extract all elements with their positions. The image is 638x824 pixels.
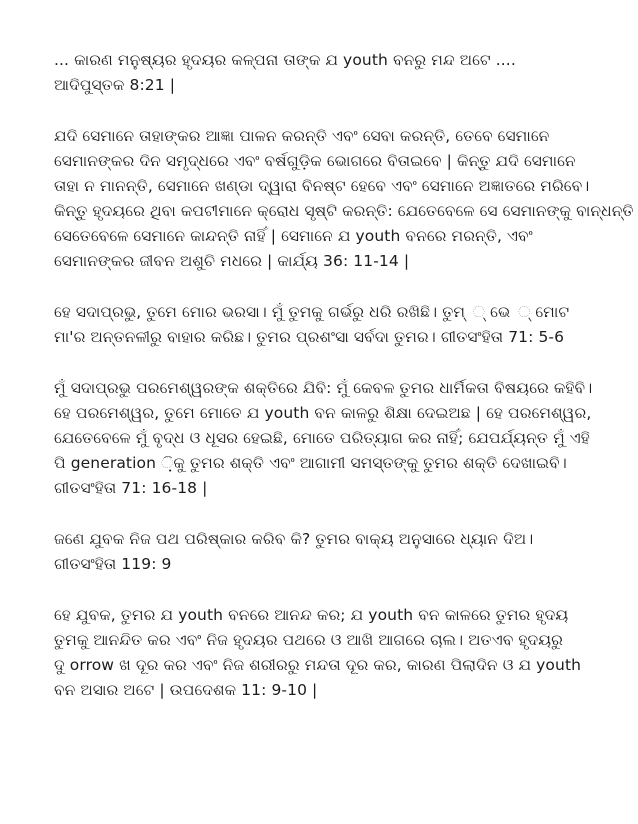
text-line: ମା'ର ଅନ୍ତନଳୀରୁ ବାହାର କରିଛ। ତୁମର ପ୍ରଶଂସା ସର୍ବଦା ତୁମର। ଗୀତସଂହିତା 71: 5-6 bbox=[54, 328, 565, 346]
paragraph-psalm-71-16 bbox=[54, 376, 606, 501]
text-line: ଜଣେ ଯୁବକ ନିଜ ପଥ ପରିଷ୍କାର କରିବ କି? ତୁମର ବାକ୍ୟ ଅନୁସାରେ ଧ୍ୟାନ ଦିଅ। bbox=[54, 530, 534, 548]
text-line: ଗୀତସଂହିତା 119: 9 bbox=[54, 555, 172, 573]
text-line: ଗୀତସଂହିତା 71: 16-18 | bbox=[54, 479, 208, 497]
text-line: ଦୁ orrow ଖ ଦୂର କର ଏବଂ ନିଜ ଶରୀରରୁ ମନ୍ଦତା ଦୂର କର, କାରଣ ପିଲାଦିନ ଓ ଯ youth bbox=[54, 656, 582, 674]
text-line: ତୁମକୁ ଆନନ୍ଦିତ କର ଏବଂ ନିଜ ହୃଦୟର ପଥରେ ଓ ଆଖି ଆଗରେ ଚାଲ। ଅତଏବ ହୃଦୟରୁ bbox=[54, 631, 564, 649]
text-line: ହେ ସଦାପ୍ରଭୁ, ତୁମେ ମୋର ଭରସା। ମୁଁ ତୁମକୁ ଗର୍ଭରୁ ଧରି ରଖିଛି। ତୁମ୍ ୍ ଭେ ୍ ମୋଟ bbox=[54, 303, 570, 321]
paragraph-ecclesiastes bbox=[54, 603, 606, 703]
text-line: ତାହା ନ ମାନନ୍ତି, ସେମାନେ ଖଣ୍ଡା ଦ୍ୱାରା ବିନଷ୍ଟ ହେବେ ଏବଂ ସେମାନେ ଅଜ୍ଞାତରେ ମରିବେ। bbox=[54, 177, 590, 195]
paragraph-job bbox=[54, 124, 634, 274]
text-line: କିନ୍ତୁ ହୃଦୟରେ ଥିବା କପଟୀମାନେ କ୍ରୋଧ ସୃଷ୍ଟି କରନ୍ତି: ଯେତେବେଳେ ସେ ସେମାନଙ୍କୁ ବାନ୍ଧନ୍ତି bbox=[54, 202, 634, 220]
text-line: ସେତେବେଳେ ସେମାନେ କାନ୍ଦନ୍ତି ନାହିଁ | ସେମାନେ ଯ youth ବନରେ ମରନ୍ତି, ଏବଂ bbox=[54, 227, 533, 245]
text-line: ଆଦିପୁସ୍ତକ 8:21 | bbox=[54, 76, 176, 94]
text-line: ବନ ଅସାର ଅଟେ | ଉପଦେଶକ 11: 9-10 | bbox=[54, 681, 318, 699]
paragraph-genesis bbox=[54, 48, 606, 98]
text-line: ମୁଁ ସଦାପ୍ରଭୁ ପରମେଶ୍ୱରଙ୍କ ଶକ୍ତିରେ ଯିବି: ମୁଁ କେବଳ ତୁମର ଧାର୍ମିକତା ବିଷୟରେ କହିବି। bbox=[54, 379, 593, 397]
text-line: ହେ ପରମେଶ୍ୱର, ତୁମେ ମୋତେ ଯ youth ବନ କାଳରୁ ଶିକ୍ଷା ଦେଇଅଛ | ହେ ପରମେଶ୍ୱର, bbox=[54, 404, 592, 422]
paragraph-psalm-119 bbox=[54, 527, 606, 577]
text-line: ସେମାନଙ୍କର ଜୀବନ ଅଶୁଚି ମଧରେ | କାର୍ଯ୍ୟ 36: 11-14 | bbox=[54, 252, 410, 270]
text-line: ଯେତେବେଳେ ମୁଁ ବୃଦ୍ଧ ଓ ଧୂସର ହେଇଛି, ମୋତେ ପରିତ୍ୟାଗ କର ନାହିଁ; ଯେପର୍ଯ୍ୟନ୍ତ ମୁଁ ଏହି bbox=[54, 429, 590, 447]
text-line: ଯଦି ସେମାନେ ତାହାଙ୍କର ଆଜ୍ଞା ପାଳନ କରନ୍ତି ଏବଂ ସେବା କରନ୍ତି, ତେବେ ସେମାନେ bbox=[54, 127, 550, 145]
text-line: ହେ ଯୁବକ, ତୁମର ଯ youth ବନରେ ଆନନ୍ଦ କର; ଯ youth ବନ କାଳରେ ତୁମର ହୃଦୟ bbox=[54, 606, 569, 624]
document-body bbox=[54, 48, 634, 729]
text-line: ପି generation ଼ିକୁ ତୁମର ଶକ୍ତି ଏବଂ ଆଗାମୀ ସମସ୍ତଙ୍କୁ ତୁମର ଶକ୍ତି ଦେଖାଇବି। bbox=[54, 454, 567, 472]
text-line: ସେମାନଙ୍କର ଦିନ ସମୃଦ୍ଧରେ ଏବଂ ବର୍ଷଗୁଡ଼ିକ ଭୋଗରେ ବିତାଇବେ | କିନ୍ତୁ ଯଦି ସେମାନେ bbox=[54, 152, 576, 170]
paragraph-psalm-71-5 bbox=[54, 300, 606, 350]
text-line: ... କାରଣ ମନୁଷ୍ୟର ହୃଦୟର କଳ୍ପନା ତାଙ୍କ ଯ youth ବନରୁ ମନ୍ଦ ଅଟେ .... bbox=[54, 51, 516, 69]
